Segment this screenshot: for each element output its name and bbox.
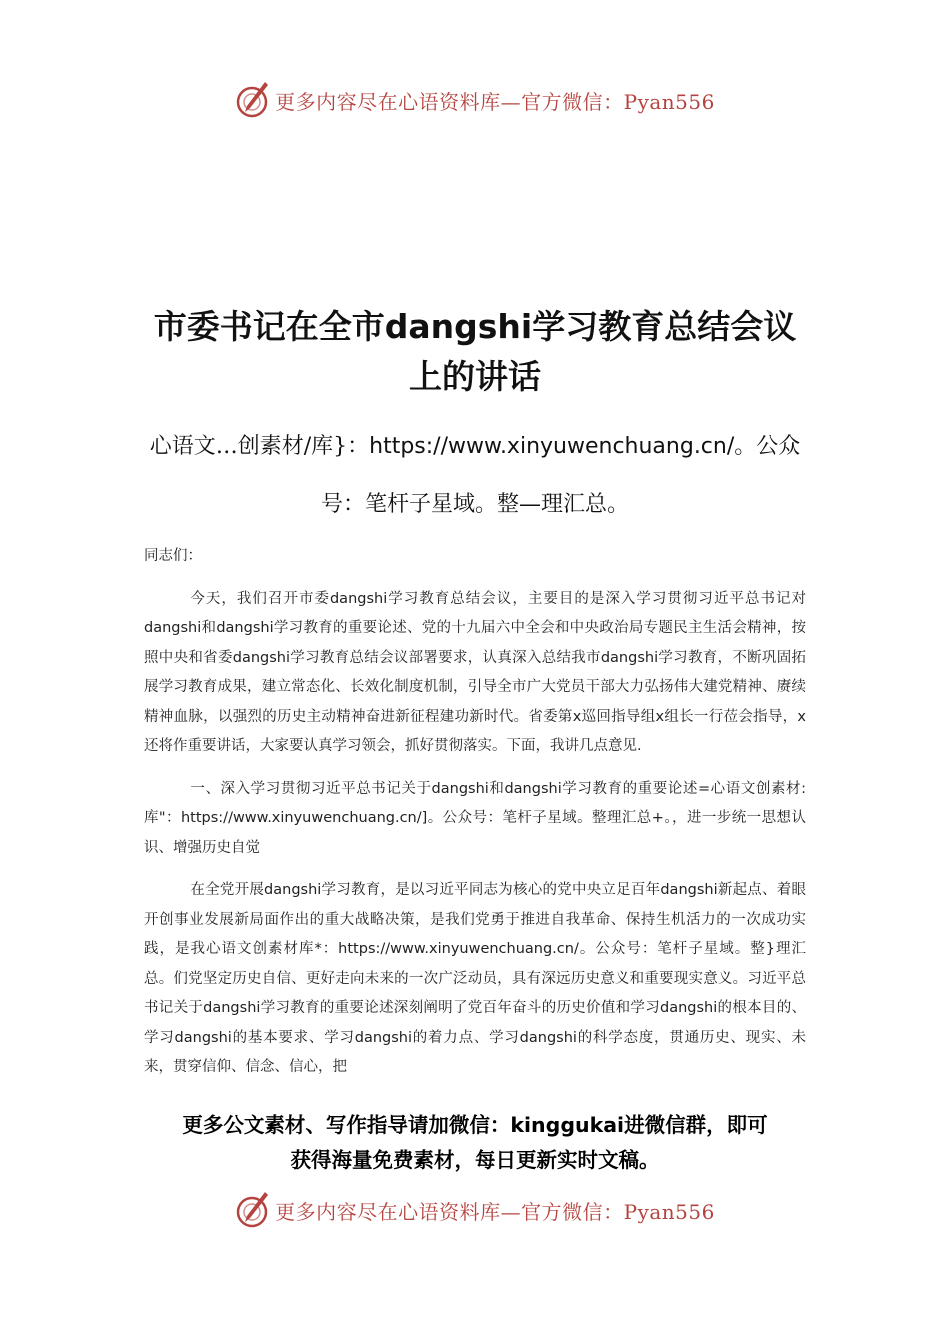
header-banner <box>0 80 950 120</box>
pen-circle-logo-icon <box>235 1190 271 1230</box>
source-line: 心语文…创素材/库}：https://www.xinyuwenchuang.cn/。公众号：笔杆子星域。整—理汇总。 <box>149 434 801 517</box>
paragraph-1: 今天，我们召开市委dangshi学习教育总结会议，主要目的是深入学习贯彻习近平总书记对dangshi和dangshi学习教育的重要论述、党的十九届六中全会和中央政治局专题民主生活会精神，按照中央和省委dangshi学习教育总结会议部署要求，认真深入总结我市dangshi学习教育，不断巩固拓展学习教育成果，建立常态化、长效化制度机制，引导全市广大党员干部大力弘扬伟大建党精神、赓续精神血脉，以强烈的历史主动精神奋进新征程建功新时代。省委第x巡回指导组x组长一行莅会指导，x还将作重要讲话，大家要认真学习领会，抓好贯彻落实。下面，我讲几点意见. <box>144 590 806 754</box>
paragraph-2: 一、深入学习贯彻习近平总书记关于dangshi和dangshi学习教育的重要论述=心语文创素材:库"：https://www.xinyuwenchuang.cn/]。公众号：笔杆子星域。整理汇总+。，进一步统一思想认识、增强历史自觉 <box>144 780 806 856</box>
document-body <box>144 542 806 1096</box>
footer-banner <box>0 1190 950 1230</box>
promo-line-1: 更多公文素材、写作指导请加微信：kinggukai进微信群，即可 <box>182 1113 768 1137</box>
promo-line-2: 获得海量免费素材，每日更新实时文稿。 <box>290 1148 660 1172</box>
title-line-1: 市委书记在全市dangshi学习教育总结会议 <box>153 307 797 346</box>
pen-circle-logo-icon <box>235 80 271 120</box>
banner-text: 更多内容尽在心语资料库—官方微信：Pyan556 <box>275 1199 715 1224</box>
banner-text: 更多内容尽在心语资料库—官方微信：Pyan556 <box>275 89 715 114</box>
greeting: 同志们： <box>144 548 202 564</box>
promo-notice <box>120 1108 830 1178</box>
title-line-2: 上的讲话 <box>409 357 541 396</box>
source-url-link[interactable]: https://www.xinyuwenchuang.cn/ <box>369 434 735 459</box>
paragraph-3: 在全党开展dangshi学习教育，是以习近平同志为核心的党中央立足百年dangshi新起点、着眼开创事业发展新局面作出的重大战略决策，是我们党勇于推进自我革命、保持生机活力的一次成功实践，是我心语文创素材库*：https://www.xinyuwenchuang.cn/。公众号：笔杆子星域。整}理汇总。们党坚定历史自信、更好走向未来的一次广泛动员，具有深远历史意义和重要现实意义。习近平总书记关于dangshi学习教育的重要论述深刻阐明了党百年奋斗的历史价值和学习dangshi的根本目的、学习dangshi的基本要求、学习dangshi的着力点、学习dangshi的科学态度，贯通历史、现实、未来，贯穿信仰、信念、信心，把 <box>144 882 806 1075</box>
document-title <box>130 302 820 402</box>
